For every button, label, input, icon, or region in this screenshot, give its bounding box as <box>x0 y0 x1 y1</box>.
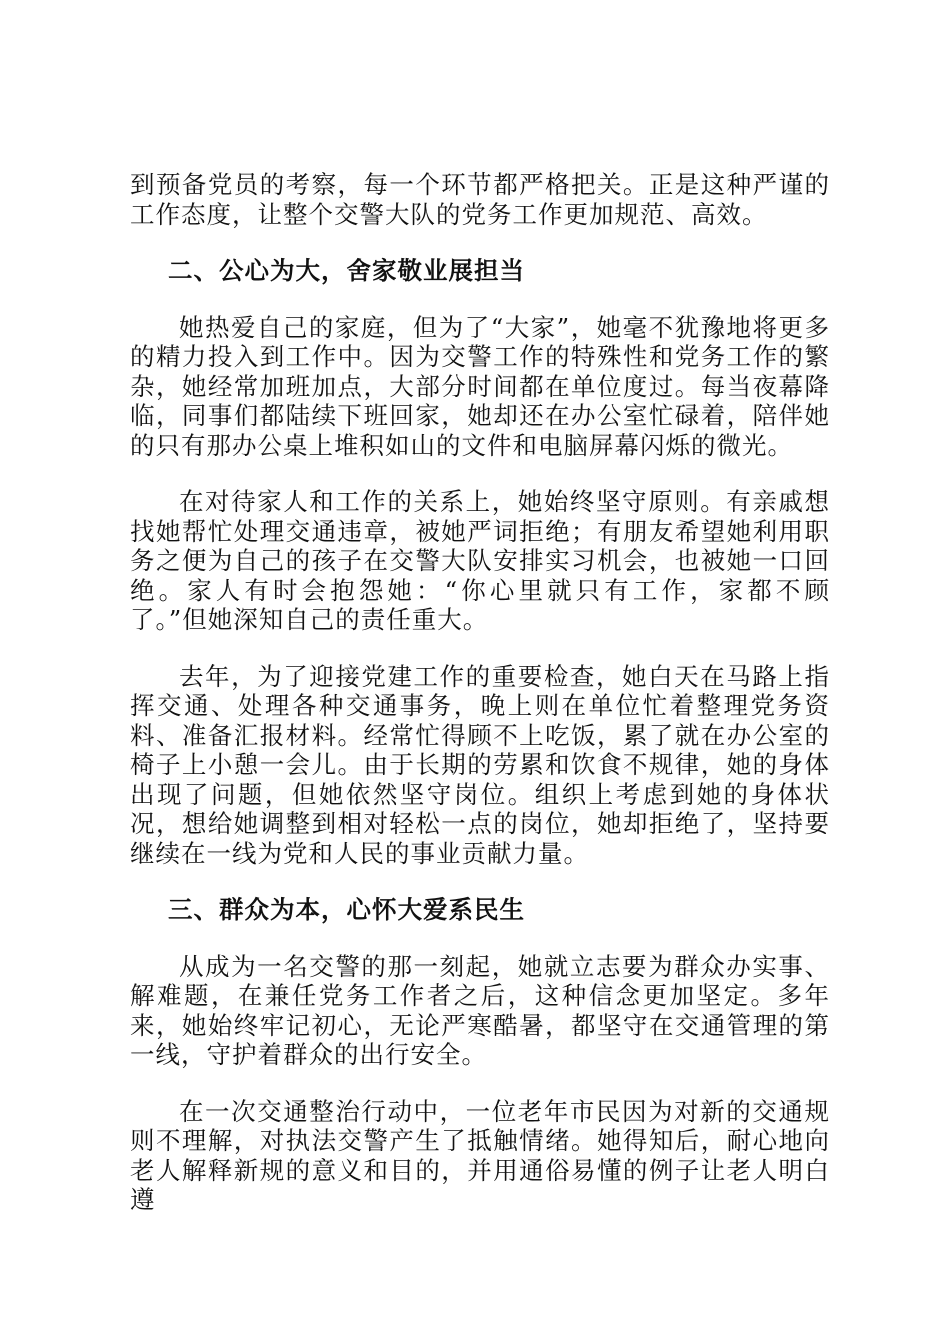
paragraph-last-year: 去年，为了迎接党建工作的重要检查，她白天在马路上指挥交通、处理各种交通事务，晚上则在单位忙着整理党务资料、准备汇报材料。经常忙得顾不上吃饭，累了就在办公室的椅子上小憩一会儿。由于长期的劳累和饮食不规律，她的身体出现了问题，但她依然坚守岗位。组织上考虑到她的身体状况，想给她调整到相对轻松一点的岗位，她却拒绝了，坚持要继续在一线为党和人民的事业贡献力量。 <box>130 661 830 868</box>
section-heading-3: 三、群众为本，心怀大爱系民生 <box>167 895 525 924</box>
paragraph-gap <box>130 925 830 952</box>
paragraph-public-service: 从成为一名交警的那一刻起，她就立志要为群众办实事、解难题，在兼任党务工作者之后，这种信念更加坚定。多年来，她始终牢记初心，无论严寒酷暑，都坚守在交通管理的第一线，守护着群众的出行安全。 <box>130 951 830 1069</box>
paragraph-gap <box>130 1070 830 1097</box>
section-heading-2: 二、公心为大，舍家敬业展担当 <box>167 256 525 285</box>
paragraph-family-dedication: 她热爱自己的家庭，但为了“大家”，她毫不犹豫地将更多的精力投入到工作中。因为交警工作的特殊性和党务工作的繁杂，她经常加班加点，大部分时间都在单位度过。每当夜幕降临，同事们都陆续下班回家，她却还在办公室忙碌着，陪伴她的只有那办公桌上堆积如山的文件和电脑屏幕闪烁的微光。 <box>130 312 830 460</box>
paragraph-gap <box>130 868 830 895</box>
paragraph-gap <box>130 286 830 313</box>
paragraph-traffic-campaign: 在一次交通整治行动中，一位老年市民因为对新的交通规则不理解，对执法交警产生了抵触情绪。她得知后，耐心地向老人解释新规的意义和目的，并用通俗易懂的例子让老人明白遵 <box>130 1096 830 1214</box>
paragraph-gap <box>130 460 830 487</box>
paragraph-principles: 在对待家人和工作的关系上，她始终坚守原则。有亲戚想找她帮忙处理交通违章，被她严词拒绝；有朋友希望她利用职务之便为自己的孩子在交警大队安排实习机会，也被她一口回绝。家人有时会抱怨她：“你心里就只有工作，家都不顾了。”但她深知自己的责任重大。 <box>130 487 830 634</box>
document-page <box>130 170 830 1215</box>
paragraph-gap <box>130 635 830 662</box>
paragraph-gap <box>130 229 830 256</box>
paragraph-continuation: 到预备党员的考察，每一个环节都严格把关。正是这种严谨的工作态度，让整个交警大队的党务工作更加规范、高效。 <box>130 170 830 229</box>
